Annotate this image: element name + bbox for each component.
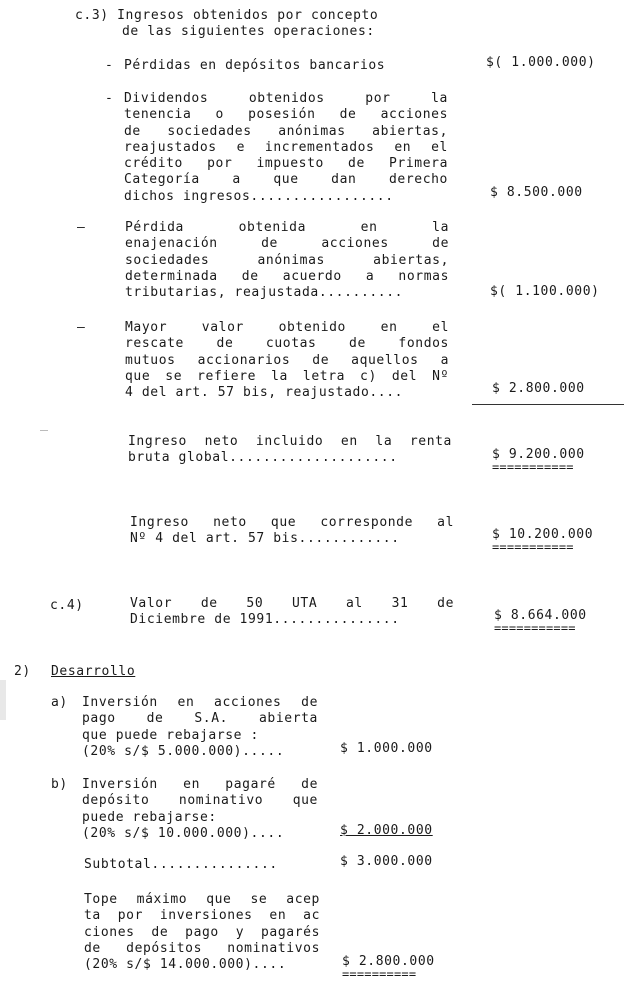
desarrollo-item-b-label: b) bbox=[51, 777, 68, 792]
desarrollo-item-b-line-3: puede rebajarse: bbox=[82, 809, 217, 825]
c3-heading-line-1: c.3) Ingresos obtenidos por concepto bbox=[75, 8, 379, 23]
desarrollo-item-a-line-4: (20% s/$ 5.000.000)..... bbox=[82, 743, 285, 759]
c3-item-4-line-3: mutuos accionarios de aquellos a bbox=[125, 352, 449, 368]
c3-item-3-line-3: sociedades anónimas abiertas, bbox=[125, 252, 449, 268]
c3-item-2-line-5: crédito por impuesto de Primera bbox=[124, 156, 448, 172]
tope-double-rule: ========== bbox=[342, 967, 417, 982]
c3-item-3-amount: $( 1.100.000) bbox=[490, 284, 600, 299]
desarrollo-item-b-line-4: (20% s/$ 10.000.000).... bbox=[82, 825, 285, 841]
desarrollo-item-b-line-1: Inversión en pagaré de bbox=[82, 777, 318, 792]
desarrollo-item-a-line-1: Inversión en acciones de bbox=[82, 695, 318, 710]
c3-item-4-text bbox=[125, 320, 449, 401]
c3-item-1-text bbox=[124, 58, 385, 74]
ingreso-neto-57bis-line-1: Ingreso neto que corresponde al bbox=[130, 515, 454, 530]
desarrollo-item-a-text bbox=[82, 695, 318, 760]
c4-label: c.4) bbox=[50, 598, 84, 613]
ingreso-neto-57bis-double-rule: =========== bbox=[492, 540, 574, 555]
c3-item-2-line-1: Dividendos obtenidos por la bbox=[124, 91, 448, 106]
desarrollo-item-b-line-2: depósito nominativo que bbox=[82, 793, 318, 809]
ingreso-neto-57bis-amount: $ 10.200.000 bbox=[492, 527, 594, 542]
ingreso-neto-global-amount-block bbox=[492, 447, 585, 475]
c4-amount: $ 8.664.000 bbox=[494, 608, 587, 623]
c3-item-2-line-7: dichos ingresos................. bbox=[124, 188, 394, 204]
c3-item-2-line-2: tenencia o posesión de acciones bbox=[124, 107, 448, 123]
c3-heading bbox=[75, 8, 378, 41]
c3-item-2-amount: $ 8.500.000 bbox=[490, 185, 583, 200]
c4-line-1: Valor de 50 UTA al 31 de bbox=[130, 596, 454, 611]
c3-item-1-line-1: Pérdidas en depósitos bancarios bbox=[124, 58, 386, 73]
c3-item-1-amount: $( 1.000.000) bbox=[486, 55, 596, 70]
desarrollo-item-a-line-3: que puede rebajarse : bbox=[82, 727, 259, 743]
c3-item-3-line-1: Pérdida obtenida en la bbox=[125, 220, 449, 235]
c3-heading-line-2: de las siguientes operaciones: bbox=[122, 24, 375, 40]
c3-item-4-amount: $ 2.800.000 bbox=[492, 381, 585, 396]
desarrollo-item-a-line-2: pago de S.A. abierta bbox=[82, 711, 318, 727]
ingreso-neto-global-line-1: Ingreso neto incluido en la renta bbox=[128, 434, 452, 449]
ingreso-neto-global-text bbox=[128, 434, 452, 467]
c4-text bbox=[130, 596, 454, 629]
c3-item-4-line-4: que se refiere la letra c) del Nº bbox=[125, 368, 449, 384]
ingreso-neto-57bis-text bbox=[130, 515, 454, 548]
c3-item-4-line-5: 4 del art. 57 bis, reajustado.... bbox=[125, 385, 404, 401]
c3-item-3-line-2: enajenación de acciones de bbox=[125, 236, 449, 252]
c4-double-rule: =========== bbox=[494, 621, 576, 636]
c3-item-4-line-1: Mayor valor obtenido en el bbox=[125, 320, 449, 335]
tope-text bbox=[84, 892, 320, 973]
c4-line-2: Diciembre de 1991............... bbox=[130, 612, 400, 628]
c3-item-1-bullet: - bbox=[105, 58, 114, 73]
tope-amount-block bbox=[342, 954, 435, 982]
desarrollo-title: Desarrollo bbox=[51, 664, 136, 679]
c3-item-3-line-5: tributarias, reajustada.......... bbox=[125, 285, 404, 301]
ingreso-neto-global-amount: $ 9.200.000 bbox=[492, 447, 585, 462]
tope-amount: $ 2.800.000 bbox=[342, 954, 435, 969]
c3-item-2-line-6: Categoría a que dan derecho bbox=[124, 172, 448, 188]
c3-item-3-line-4: determinada de acuerdo a normas bbox=[125, 268, 449, 284]
subtotal-label: Subtotal............... bbox=[84, 857, 278, 872]
subtotal-amount: $ 3.000.000 bbox=[340, 854, 433, 869]
amount-sum-rule bbox=[472, 404, 624, 405]
tope-line-4: de depósitos nominativos bbox=[84, 940, 320, 956]
ingreso-neto-57bis-line-2: Nº 4 del art. 57 bis............ bbox=[130, 531, 400, 547]
ingreso-neto-57bis-amount-block bbox=[492, 527, 594, 555]
c4-amount-block bbox=[494, 608, 587, 636]
c3-item-4-line-2: rescate de cuotas de fondos bbox=[125, 336, 449, 352]
desarrollo-item-a-amount: $ 1.000.000 bbox=[340, 741, 433, 756]
tope-line-5: (20% s/$ 14.000.000).... bbox=[84, 957, 287, 973]
ingreso-neto-global-line-2: bruta global.................... bbox=[128, 450, 398, 466]
scan-speck bbox=[40, 430, 48, 431]
desarrollo-item-b-amount: $ 2.000.000 bbox=[340, 823, 433, 838]
c3-item-2-line-4: reajustados e incrementados en el bbox=[124, 139, 448, 155]
c3-item-2-text bbox=[124, 91, 448, 205]
tope-line-1: Tope máximo que se acep bbox=[84, 892, 320, 907]
c3-item-3-bullet: – bbox=[77, 220, 86, 235]
c3-item-2-line-3: de sociedades anónimas abiertas, bbox=[124, 123, 448, 139]
c3-item-4-bullet: – bbox=[77, 320, 86, 335]
ingreso-neto-global-double-rule: =========== bbox=[492, 460, 574, 475]
desarrollo-item-b-text bbox=[82, 777, 318, 842]
c3-item-3-text bbox=[125, 220, 449, 301]
tope-line-3: ciones de pago y pagarés bbox=[84, 924, 320, 940]
scan-edge-shadow bbox=[0, 680, 6, 720]
desarrollo-label: 2) bbox=[14, 664, 31, 679]
desarrollo-item-a-label: a) bbox=[51, 695, 68, 710]
tope-line-2: ta por inversiones en ac bbox=[84, 908, 320, 924]
c3-item-2-bullet: - bbox=[105, 91, 114, 106]
